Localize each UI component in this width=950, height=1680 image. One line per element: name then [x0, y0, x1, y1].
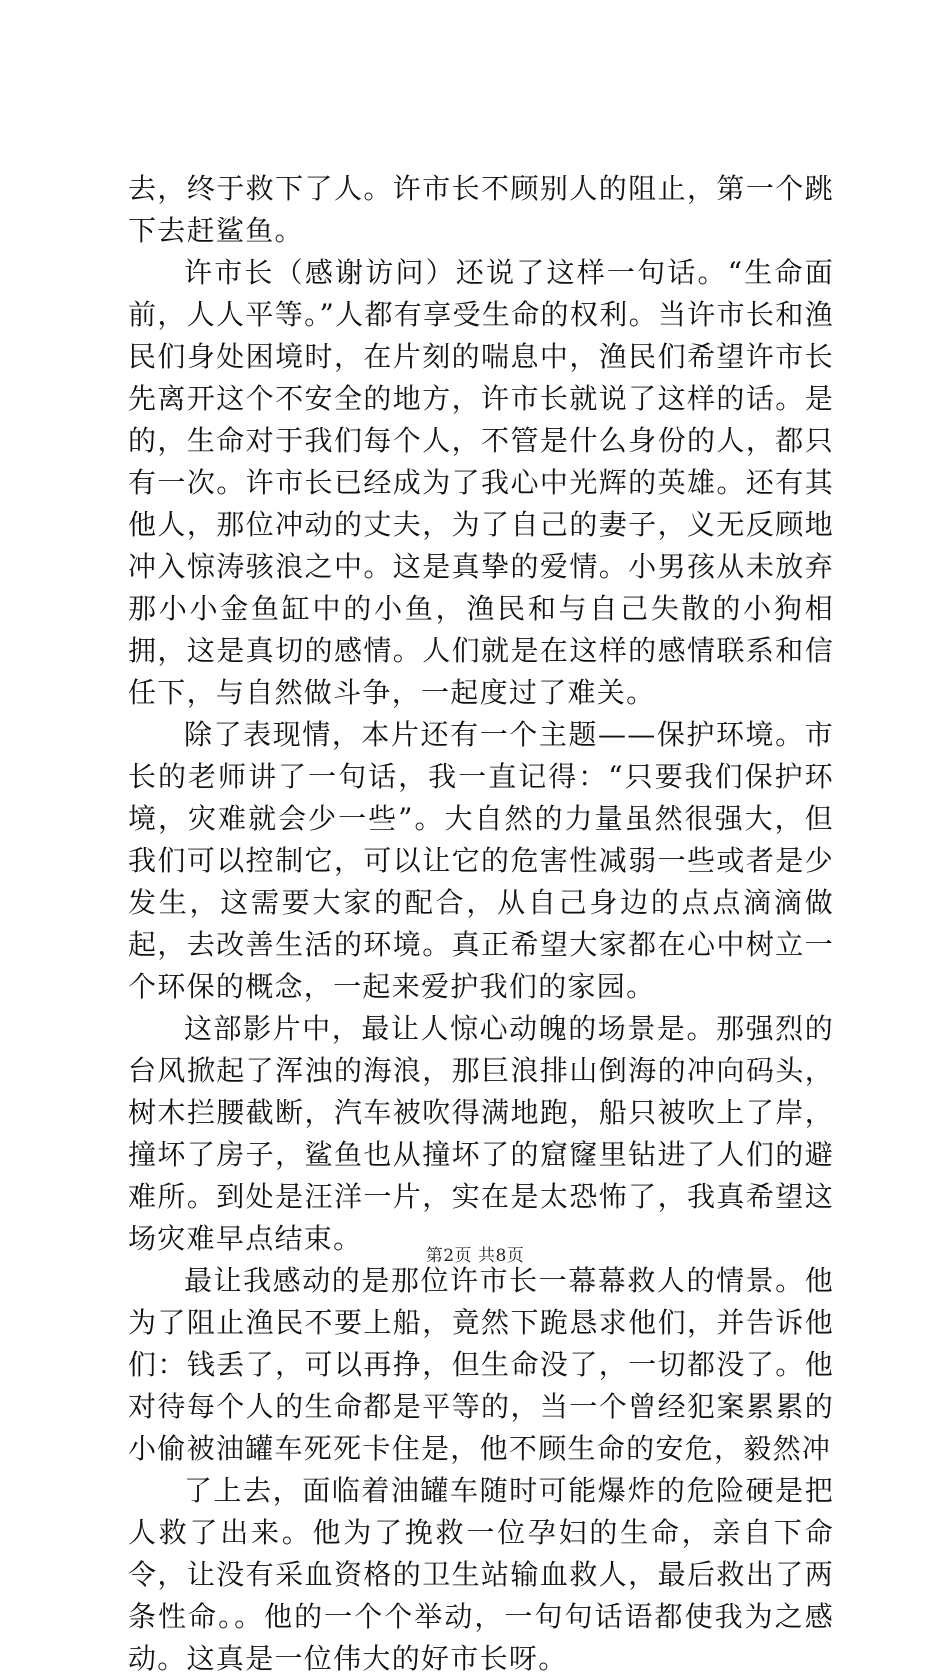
paragraph-4: 这部影片中，最让人惊心动魄的场景是。那强烈的台风掀起了浑浊的海浪，那巨浪排山倒海的冲向码头，树木拦腰截断，汽车被吹得满地跑，船只被吹上了岸，撞坏了房子，鲨鱼也从撞坏了的窟窿里钻进了人们的避难所。到处是汪洋一片，实在是太恐怖了，我真希望这场灾难早点结束。 [128, 1012, 834, 1255]
page-number-footer: 第2页 共8页 [425, 1246, 525, 1266]
paragraph-5: 最让我感动的是那位许市长一幕幕救人的情景。他为了阻止渔民不要上船，竟然下跪恳求他们，并告诉他们：钱丢了，可以再挣，但生命没了，一切都没了。他对待每个人的生命都是平等的，当一个曾经犯案累累的小偷被油罐车死死卡住是，他不顾生命的安危，毅然冲 [128, 1264, 834, 1465]
paragraph-6: 了上去，面临着油罐车随时可能爆炸的危险硬是把人救了出来。他为了挽救一位孕妇的生命，亲自下命令，让没有采血资格的卫生站输血救人，最后救出了两条性命。。他的一个个举动，一句句话语都使我为之感动。这真是一位伟大的好市长呀。 [128, 1474, 834, 1675]
paragraph-3: 除了表现情，本片还有一个主题——保护环境。市长的老师讲了一句话，我一直记得：“只要我们保护环境，灾难就会少一些”。大自然的力量虽然很强大，但我们可以控制它，可以让它的危害性减弱一些或者是少发生，这需要大家的配合，从自己身边的点点滴滴做起，去改善生活的环境。真正希望大家都在心中树立一个环保的概念，一起来爱护我们的家园。 [128, 718, 834, 1003]
document-body [128, 168, 834, 1680]
paragraph-2: 许市长（感谢访问）还说了这样一句话。“生命面前，人人平等。”人都有享受生命的权利。当许市长和渔民们身处困境时，在片刻的喘息中，渔民们希望许市长先离开这个不安全的地方，许市长就说了这样的话。是的，生命对于我们每个人，不管是什么身份的人，都只有一次。许市长已经成为了我心中光辉的英雄。还有其他人，那位冲动的丈夫，为了自己的妻子，义无反顾地冲入惊涛骇浪之中。这是真挚的爱情。小男孩从未放弃那小小金鱼缸中的小鱼，渔民和与自己失散的小狗相拥，这是真切的感情。人们就是在这样的感情联系和信任下，与自然做斗争，一起度过了难关。 [128, 256, 834, 709]
paragraph-1: 去，终于救下了人。许市长不顾别人的阻止，第一个跳下去赶鲨鱼。 [128, 172, 834, 247]
